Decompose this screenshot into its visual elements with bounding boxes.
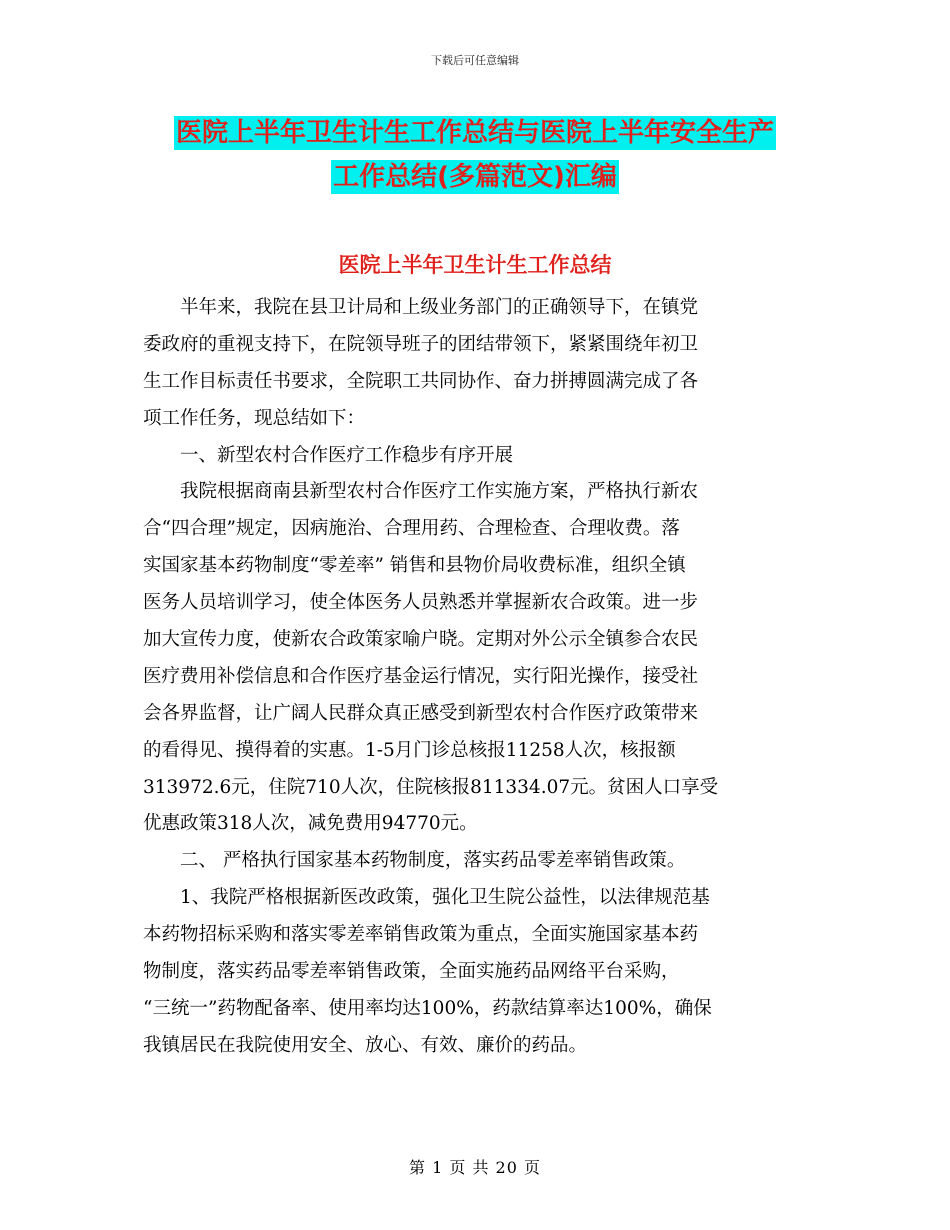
- text-line: 的看得见、摸得着的实惠。1-5月门诊总核报11258人次，核报额: [143, 739, 676, 761]
- text-line: 一、新型农村合作医疗工作稳步有序开展: [143, 444, 514, 466]
- body-text: [143, 290, 813, 1065]
- text-line: “三统一”药物配备率、使用率均达100%，药款结算率达100%，确保: [143, 997, 712, 1019]
- text-line: 项工作任务，现总结如下：: [143, 407, 366, 429]
- text-line: 加大宣传力度，使新农合政策家喻户晓。定期对外公示全镇参合农民: [143, 629, 699, 651]
- text-line: 优惠政策318人次，减免费用94770元。: [143, 813, 478, 835]
- text-line: 313972.6元，住院710人次，住院核报811334.07元。贫困人口享受: [143, 776, 719, 798]
- text-line: 本药物招标采购和落实零差率销售政策为重点，全面实施国家基本药: [143, 924, 699, 946]
- document-title-line1: [0, 112, 950, 149]
- document-title-line2: [0, 156, 950, 193]
- header-note: 下载后可任意编辑: [431, 54, 519, 67]
- title-highlight: 医院上半年卫生计生工作总结与医院上半年安全生产: [175, 118, 774, 148]
- text-line: 我院根据商南县新型农村合作医疗工作实施方案，严格执行新农: [143, 481, 699, 503]
- title-highlight: 工作总结(多篇范文)汇编: [333, 162, 617, 192]
- text-line: 物制度，落实药品零差率销售政策，全面实施药品网络平台采购，: [143, 961, 680, 983]
- page-number: 第 1 页 共 20 页: [409, 1158, 541, 1177]
- text-line: 二、 严格执行国家基本药物制度，落实药品零差率销售政策。: [143, 850, 686, 872]
- text-line: 生工作目标责任书要求，全院职工共同协作、奋力拼搏圆满完成了各: [143, 370, 699, 392]
- section-title: 医院上半年卫生计生工作总结: [338, 253, 612, 277]
- text-line: 我镇居民在我院使用安全、放心、有效、廉价的药品。: [143, 1034, 588, 1056]
- text-line: 医疗费用补偿信息和合作医疗基金运行情况，实行阳光操作，接受社: [143, 665, 699, 687]
- text-line: 半年来，我院在县卫计局和上级业务部门的正确领导下，在镇党: [143, 297, 699, 318]
- text-line: 医务人员培训学习，使全体医务人员熟悉并掌握新农合政策。进一步: [143, 592, 699, 614]
- text-line: 实国家基本药物制度“零差率” 销售和县物价局收费标准，组织全镇: [143, 555, 686, 577]
- text-line: 委政府的重视支持下，在院领导班子的团结带领下，紧紧围绕年初卫: [143, 333, 699, 355]
- text-line: 合“四合理”规定，因病施治、合理用药、合理检查、合理收费。落: [143, 518, 680, 540]
- text-line: 会各界监督，让广阔人民群众真正感受到新型农村合作医疗政策带来: [143, 702, 699, 724]
- text-line: 1、我院严格根据新医改政策，强化卫生院公益性，以法律规范基: [143, 887, 710, 909]
